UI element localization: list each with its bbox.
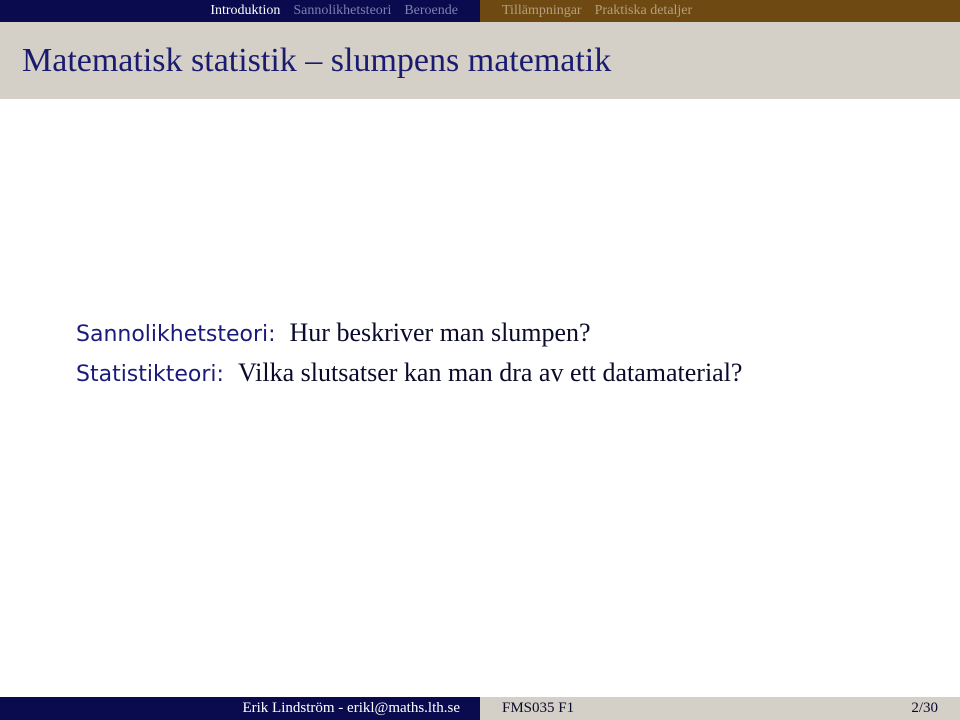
definition-row	[76, 358, 742, 398]
section-nav-right	[480, 0, 960, 22]
footer-right	[480, 697, 960, 720]
nav-item-sannolikhetsteori[interactable]: Sannolikhetsteori	[293, 3, 392, 18]
footer-left	[0, 697, 480, 720]
footer-author: Erik Lindström - erikl@maths.lth.se	[242, 700, 460, 716]
frame-title: Matematisk statistik – slumpens matematik	[22, 41, 612, 79]
definition-term: Statistikteori:	[76, 362, 224, 387]
definition-text: Hur beskriver man slumpen?	[289, 318, 591, 347]
section-nav-left	[0, 0, 480, 22]
footer-course: FMS035 F1	[502, 700, 575, 716]
definition-text: Vilka slutsatser kan man dra av ett datamaterial?	[237, 358, 743, 387]
definition-term: Sannolikhetsteori:	[76, 322, 276, 347]
footer-page-number: 2/30	[911, 700, 938, 716]
frame-title-bar	[0, 22, 960, 99]
nav-item-praktiska-detaljer[interactable]: Praktiska detaljer	[594, 3, 693, 18]
nav-item-introduktion[interactable]: Introduktion	[210, 3, 281, 18]
section-navigation-bar	[0, 0, 960, 22]
definition-list	[76, 318, 742, 398]
nav-item-beroende[interactable]: Beroende	[404, 3, 458, 18]
nav-item-tillampningar[interactable]: Tillämpningar	[502, 3, 582, 18]
definition-row	[76, 318, 742, 358]
footer-bar	[0, 697, 960, 720]
